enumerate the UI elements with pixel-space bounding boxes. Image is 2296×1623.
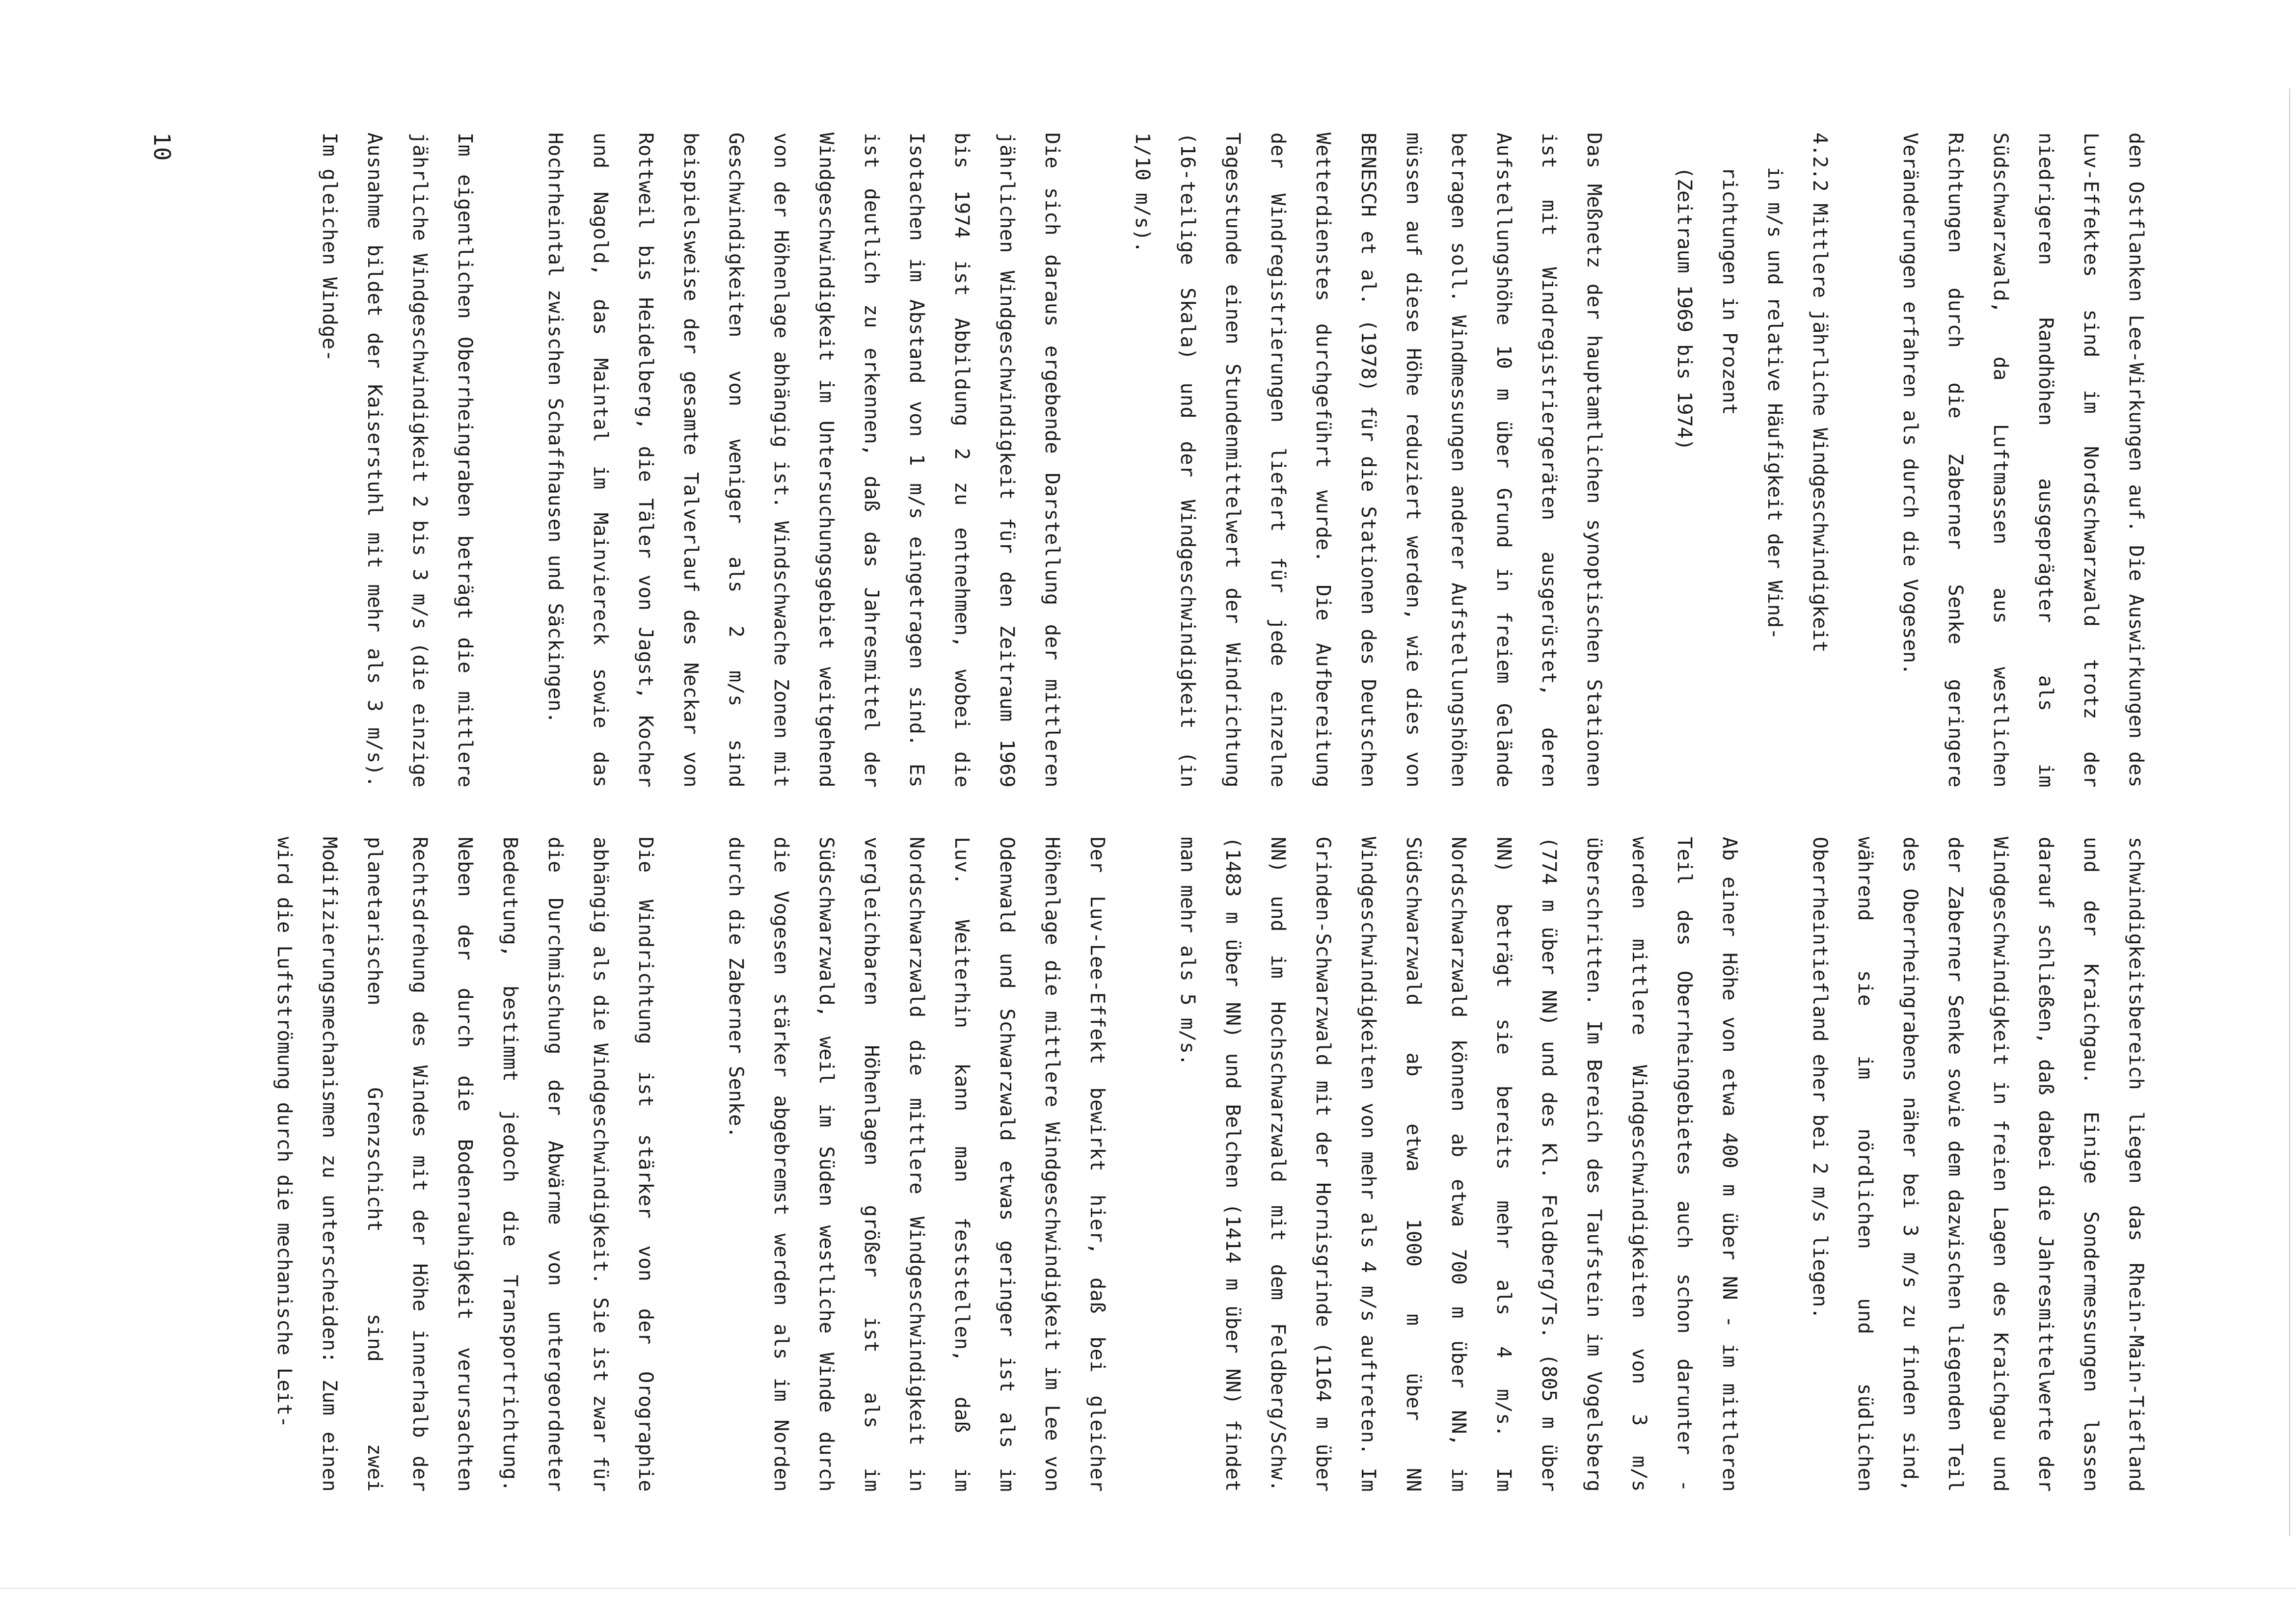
left-column — [307, 133, 2159, 788]
section-heading-line-1 — [1797, 133, 1842, 788]
scan-edge-shadow — [0, 1588, 2296, 1589]
section-heading-line-4: (Zeitraum 1969 bis 1974) — [1673, 167, 1696, 451]
right-column — [262, 837, 2159, 1492]
paragraph-wind-direction: Die Windrichtung ist stärker von der Orographie abhängig als die Windgeschwindigkeit. Sie ist zwar für die Durchmischung der Abwärme von untergeordneter Bedeutung, bestimmt jedoch die Transportrichtung. Neben der durch die Bodenrauhigkeit verursachten Rechtsdrehung des Windes mit der Höhe innerhalb der planetarischen Grenzschicht sind zwei Modifizierungsmechanismen zu unterscheiden: Zum einen wird die Luftströmung durch die mechanische Leit- — [273, 837, 657, 1492]
paragraph-measurement-network: Das Meßnetz der hauptamtlichen synoptischen Stationen ist mit Windregistriergeräten ausgerüstet, deren Aufstellungshöhe 10 m über Grund in freiem Gelände betragen soll. Windmessungen anderer Aufstellungshöhen müssen auf diese Höhe reduziert werden, wie dies von BENESCH et al. (1978) für die Stationen des Deutschen Wetterdienstes durchgeführt wurde. Die Aufbereitung der Windregistrierungen liefert für jede einzelne Tagesstunde einen Stundenmittelwert der Windrichtung (16-teilige Skala) und der Windgeschwindigkeit (in 1/10 m/s). — [1131, 133, 1605, 788]
paragraph-rhein-main-tiefland: schwindigkeitsbereich liegen das Rhein-Main-Tiefland und der Kraichgau. Einige Sondermessungen lassen darauf schließen, daß dabei die Jahresmittelwerte der Windgeschwindigkeit in freien Lagen des Kraichgau und der Zaberner Senke sowie dem dazwischen liegenden Teil des Oberrheingrabens näher bei 3 m/s zu finden sind, während sie im nördlichen und südlichen Oberrheintiefland eher bei 2 m/s liegen. — [1809, 837, 2147, 1492]
paragraph-altitude-wind-speed: Ab einer Höhe von etwa 400 m über NN - im mittleren Teil des Oberrheingebietes auch schon darunter - werden mittlere Windgeschwindigkeiten von 3 m/s überschritten. Im Bereich des Taufstein im Vogelsberg (774 m über NN) und des Kl. Feldberg/Ts. (805 m über NN) beträgt sie bereits mehr als 4 m/s. Im Nordschwarzwald können ab etwa 700 m über NN, im Südschwarzwald ab etwa 1000 m über NN Windgeschwindigkeiten von mehr als 4 m/s auftreten. Im Grinden-Schwarzwald mit der Hornisgrinde (1164 m über NN) und im Hochschwarzwald mit dem Feldberg/Schw. (1483 m über NN) und Belchen (1414 m über NN) findet man mehr als 5 m/s. — [1176, 837, 1741, 1492]
section-title: Mittlere jährliche Windgeschwindigkeit — [1809, 203, 1831, 653]
paragraph-annual-wind-speed: Die sich daraus ergebende Darstellung der mittleren jährlichen Windgeschwindigkeit für den Zeitraum 1969 bis 1974 ist Abbildung 2 zu entnehmen, wobei die Isotachen im Abstand von 1 m/s eingetragen sind. Es ist deutlich zu erkennen, daß das Jahresmittel der Windgeschwindigkeit im Untersuchungsgebiet weitgehend von der Höhenlage abhängig ist. Windschwache Zonen mit Geschwindigkeiten von weniger als 2 m/s sind beispielsweise der gesamte Talverlauf des Neckar von Rottweil bis Heidelberg, die Täler von Jagst, Kocher und Nagold, das Maintal im Mainviereck sowie das Hochrheintal zwischen Schaffhausen und Säckingen. — [544, 133, 1063, 788]
section-heading-line-3: richtungen in Prozent — [1718, 167, 1741, 415]
scan-edge-line — [2289, 88, 2290, 1536]
page-number: 10 — [149, 133, 175, 162]
paragraph-lee-effects: den Ostflanken Lee-Wirkungen auf. Die Auswirkungen des Luv-Effektes sind im Nordschwarzwald trotz der niedrigeren Randhöhen ausgeprägter als im Südschwarzwald, da Luftmassen aus westlichen Richtungen durch die Zaberner Senke geringere Veränderungen erfahren als durch die Vogesen. — [1899, 133, 2147, 788]
section-heading — [1662, 133, 1842, 788]
section-heading-line-2: in m/s und relative Häufigkeit der Wind- — [1763, 167, 1786, 640]
paragraph-luv-lee-effect: Der Luv-Lee-Effekt bewirkt hier, daß bei gleicher Höhenlage die mittlere Windgeschwindigkeit im Lee von Odenwald und Schwarzwald etwas geringer ist als im Luv. Weiterhin kann man feststellen, daß im Nordschwarzwald die mittlere Windgeschwindigkeit in vergleichbaren Höhenlagen größer ist als im Südschwarzwald, weil im Süden westliche Winde durch die Vogesen stärker abgebremst werden als im Norden durch die Zaberner Senke. — [725, 837, 1108, 1492]
paragraph-oberrheingraben: Im eigentlichen Oberrheingraben beträgt die mittlere jährliche Windgeschwindigkeit 2 bis 3 m/s (die einzige Ausnahme bildet der Kaiserstuhl mit mehr als 3 m/s). Im gleichen Windge- — [318, 133, 476, 788]
section-number: 4.2.2 — [1809, 133, 1831, 192]
